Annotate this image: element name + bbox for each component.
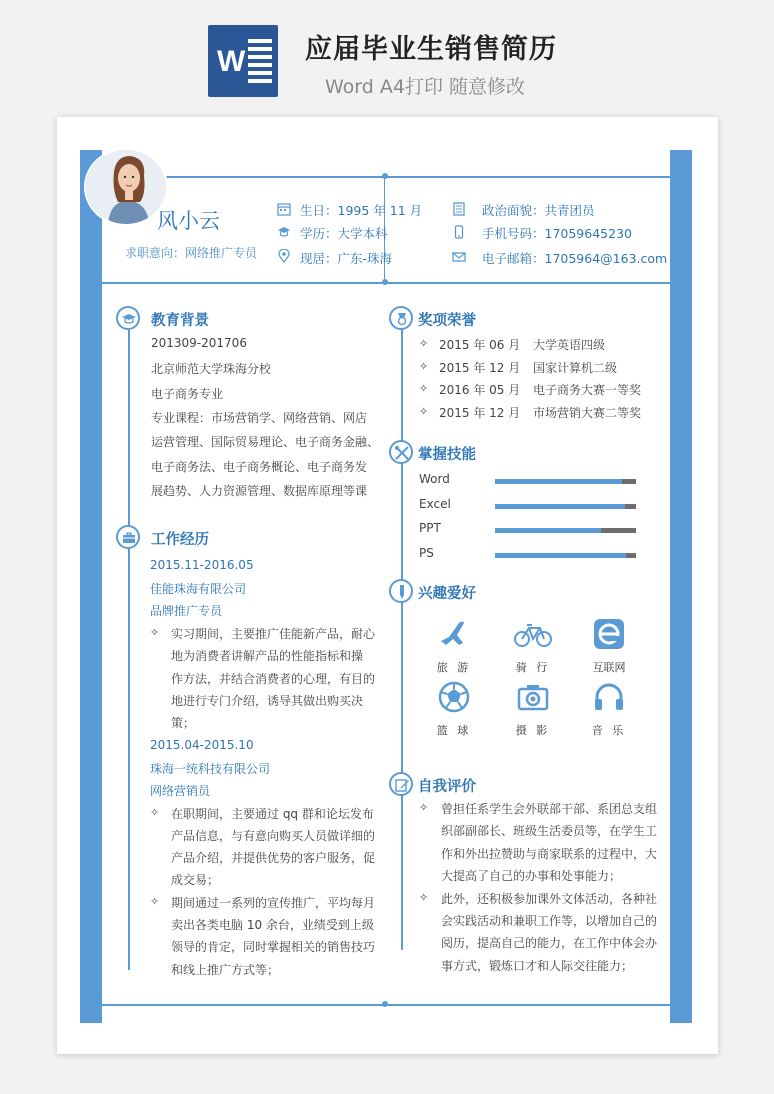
politics-info: 政治面貌：共青团员 — [482, 203, 595, 218]
bullet-icon: ✧ — [419, 890, 429, 904]
skill-name: Excel — [419, 496, 451, 511]
briefcase-icon — [121, 530, 137, 546]
word-logo-icon — [208, 25, 278, 97]
divider-dot — [382, 1001, 388, 1007]
top-divider — [165, 176, 670, 178]
awards-section-icon — [389, 306, 413, 330]
job-role: 网络营销员 — [150, 783, 211, 798]
job-bullet-line: 产品信息，与有意向购买人员做详细的 — [171, 828, 376, 843]
bullet-icon: ✧ — [419, 337, 429, 350]
skill-name: PPT — [419, 521, 441, 535]
hobby-basketball — [424, 680, 484, 738]
self-line: 织部副部长、班级生活委员等，在学生工 — [441, 824, 658, 839]
skill-bar — [495, 528, 636, 533]
camera-icon — [516, 680, 550, 714]
bullet-icon: ✧ — [419, 359, 429, 373]
banner-title: 应届毕业生销售简历 — [305, 34, 557, 65]
job-bullet-line: 实习期间，主要推广佳能新产品，耐心 — [171, 627, 376, 641]
job-bullet-line: 成交易； — [171, 873, 220, 888]
id-card-icon — [452, 202, 466, 216]
job-period: 2015.11-2016.05 — [150, 558, 254, 572]
hobby-photography — [503, 680, 563, 738]
self-line: 曾担任系学生会外联部干部、系团总支组 — [441, 802, 658, 816]
award-name: 市场营销大赛二等奖 — [533, 405, 642, 420]
education-line: 电子商务专业 — [151, 386, 224, 401]
job-role: 品牌推广专员 — [150, 604, 223, 618]
job-period: 2015.04-2015.10 — [150, 737, 254, 752]
education-line: 展趋势、人力资源管理、数据库原理等课 — [151, 483, 368, 498]
job-bullet-line: 领导的肯定，同时掌握相关的销售技巧 — [171, 940, 376, 955]
job-company: 珠海一统科技有限公司 — [150, 761, 271, 776]
work-title: 工作经历 — [151, 532, 209, 548]
hobby-label: 互联网 — [592, 661, 626, 674]
word-logo-letter: W — [217, 45, 246, 78]
awards-title: 奖项荣誉 — [418, 313, 476, 329]
education-line: 北京师范大学珠海分校 — [151, 362, 272, 377]
skill-bar — [495, 479, 636, 484]
bullet-icon: ✧ — [150, 894, 160, 908]
education-info: 学历：大学本科 — [300, 226, 388, 241]
bullet-icon: ✧ — [150, 626, 160, 639]
skills-title: 掌握技能 — [418, 447, 476, 463]
internet-explorer-icon — [592, 617, 626, 651]
candidate-name: 风小云 — [157, 209, 220, 233]
bullet-icon: ✧ — [419, 801, 429, 814]
award-name: 电子商务大赛一等奖 — [533, 383, 642, 397]
skill-bar-fill — [495, 553, 626, 558]
avatar — [84, 148, 168, 226]
pencil-icon — [394, 584, 410, 600]
self-section-icon — [389, 772, 413, 796]
education-line: 电子商务法、电子商务概论、电子商务发 — [151, 459, 368, 474]
hobby-internet — [579, 617, 639, 675]
job-bullet-line: 期间通过一系列的宣传推广，平均每月 — [171, 895, 376, 910]
job-bullet-line: 在职期间，主要通过 qq 群和论坛发布 — [171, 806, 374, 821]
work-section-icon — [116, 525, 140, 549]
email-info: 电子邮箱：1705964@163.com — [482, 251, 668, 266]
skill-bar — [495, 553, 636, 558]
plane-icon — [437, 617, 471, 651]
left-timeline — [128, 330, 130, 970]
self-line: 会实践活动和兼职工作等，以增加自己的 — [441, 914, 658, 928]
phone-icon — [452, 225, 466, 239]
headphones-icon — [592, 680, 626, 714]
divider-dot — [382, 173, 388, 179]
skill-bar-fill — [495, 479, 622, 484]
self-line: 阅历，提高自己的能力，在工作中体会办 — [441, 936, 658, 951]
hobbies-title: 兴趣爱好 — [418, 586, 476, 602]
education-line: 专业课程：市场营销学、网络营销、网店 — [151, 410, 368, 425]
job-bullet-line: 地进行专门介绍，诱导其做出购买决 — [171, 693, 364, 708]
award-date: 2015 年 12 月 — [439, 405, 521, 420]
skill-name: PS — [419, 545, 434, 560]
education-line: 运营管理、国际贸易理论、电子商务金融、 — [151, 435, 380, 450]
edit-icon — [394, 777, 410, 793]
hobbies-section-icon — [389, 579, 413, 603]
bullet-icon: ✧ — [150, 805, 160, 819]
job-bullet-line: 地为消费者讲解产品的性能指标和操 — [171, 649, 364, 664]
graduation-cap-icon — [277, 225, 291, 239]
mail-icon — [452, 250, 466, 264]
hobby-label: 摄 影 — [515, 724, 551, 737]
hobby-label: 骑 行 — [515, 661, 551, 674]
hobby-label: 篮 球 — [436, 724, 472, 737]
right-accent-bar — [670, 150, 692, 1023]
tools-icon — [394, 445, 410, 461]
hobby-label: 音 乐 — [591, 724, 627, 737]
bullet-icon: ✧ — [419, 382, 429, 395]
skill-bar-fill — [495, 504, 625, 509]
skill-bar — [495, 504, 636, 509]
location-pin-icon — [277, 249, 291, 263]
job-bullet-line: 和线上推广方式等； — [171, 962, 280, 977]
graduation-cap-icon — [121, 311, 137, 327]
location-info: 现居：广东-珠海 — [300, 251, 393, 266]
skill-name: Word — [419, 472, 450, 486]
bicycle-icon — [513, 617, 553, 651]
award-name: 国家计算机二级 — [533, 360, 618, 375]
bullet-icon: ✧ — [419, 404, 429, 418]
self-line: 大提高了自己的办事和处事能力； — [441, 869, 622, 884]
award-date: 2015 年 06 月 — [439, 338, 521, 352]
skill-bar-fill — [495, 528, 601, 533]
self-title: 自我评价 — [418, 779, 476, 795]
calendar-icon — [277, 202, 291, 216]
award-date: 2015 年 12 月 — [439, 360, 521, 375]
birth-info: 生日：1995 年 11 月 — [300, 203, 423, 218]
banner-subtitle: Word A4打印 随意修改 — [325, 76, 526, 98]
award-date: 2016 年 05 月 — [439, 383, 521, 397]
education-section-icon — [116, 306, 140, 330]
education-title: 教育背景 — [151, 313, 209, 329]
self-line: 此外，还积极参加课外文体活动，各种社 — [441, 891, 658, 906]
self-line: 事方式，锻炼口才和人际交往能力； — [441, 958, 634, 973]
job-bullet-line: 产品介绍，并提供优势的客户服务，促 — [171, 851, 376, 866]
banner — [0, 0, 774, 110]
phone-info: 手机号码：17059645230 — [482, 226, 632, 241]
medal-icon — [394, 311, 410, 327]
hobby-label: 旅 游 — [436, 661, 472, 674]
hobby-travel — [424, 617, 484, 675]
left-accent-bar — [80, 150, 102, 1023]
education-line: 201309-201706 — [151, 336, 247, 350]
divider-dot — [382, 279, 388, 285]
job-bullet-line: 策； — [171, 716, 196, 731]
job-bullet-line: 卖出各类电脑 10 余台，业绩受到上级 — [171, 918, 374, 932]
right-timeline — [401, 330, 403, 950]
self-line: 作和外出拉赞助与商家联系的过程中，大 — [441, 846, 658, 861]
ball-icon — [437, 680, 471, 714]
job-intent: 求职意向：网络推广专员 — [125, 246, 258, 260]
hobby-music — [579, 680, 639, 738]
job-company: 佳能珠海有限公司 — [150, 582, 247, 596]
job-bullet-line: 作方法，并结合消费者的心理，有目的 — [171, 671, 376, 686]
skills-section-icon — [389, 440, 413, 464]
award-name: 大学英语四级 — [533, 338, 606, 352]
hobby-cycling — [503, 617, 563, 675]
